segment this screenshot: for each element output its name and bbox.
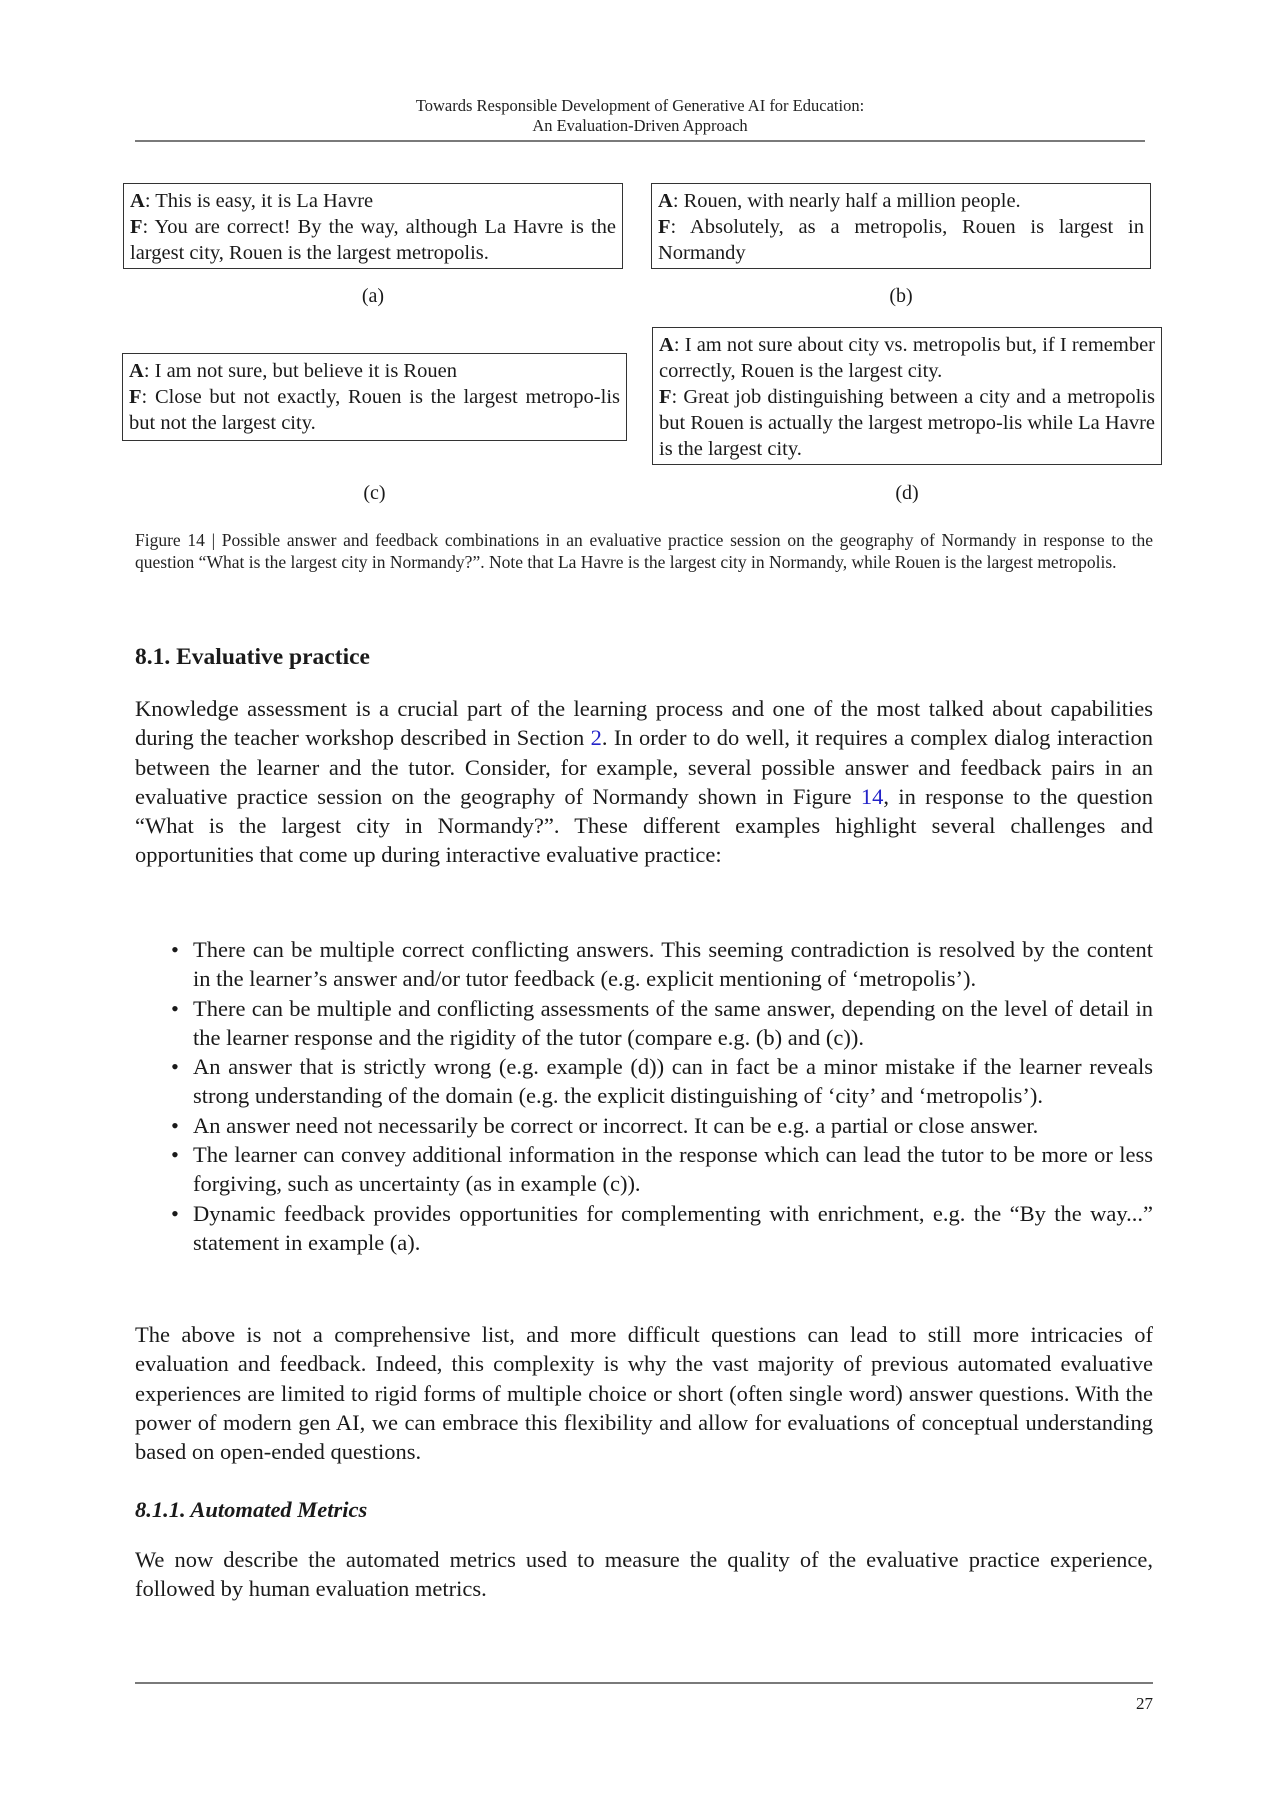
list-item-text: There can be multiple correct conflicting answers. This seeming contradiction is resolved by the content in the learner’s answer and/or tutor feedback (e.g. explicit mentioning of ‘metropolis’).: [193, 937, 1153, 992]
feedback-prefix: F: [129, 386, 142, 408]
intro-text-1: Knowledge assessment is a crucial part of the learning process and one of the most talked about capabilities during the teacher workshop described in Section: [135, 696, 1153, 751]
bullet-icon: •: [171, 1142, 179, 1168]
list-item-text: An answer need not necessarily be correct or incorrect. It can be e.g. a partial or close answer.: [193, 1112, 1039, 1138]
panel-a-box: [123, 183, 623, 269]
answer-prefix: A: [659, 334, 674, 356]
running-header-line1: Towards Responsible Development of Generative AI for Education:: [415, 96, 865, 115]
bullet-icon: •: [171, 1200, 179, 1226]
panel-d-answer: : I am not sure about city vs. metropolis but, if I remember correctly, Rouen is the largest city.: [659, 334, 1155, 382]
subsection-heading: 8.1.1. Automated Metrics: [135, 1497, 368, 1522]
list-item-text: There can be multiple and conflicting assessments of the same answer, depending on the level of detail in the learner response and the rigidity of the tutor (compare e.g. (b) and (c)).: [193, 995, 1153, 1050]
figure-caption: Figure 14 | Possible answer and feedback combinations in an evaluative practice session on the geography of Normandy in response to the question “What is the largest city in Normandy?”. Note that La Havre is the largest city in Normandy, while Rouen is the largest metropolis.: [135, 530, 1153, 572]
intro-text-2: . In order to do well, it requires a complex dialog interaction between the learner and the tutor. Consider, for example, several possible answer and feedback pairs in an evaluative practice session on the geography of Normandy shown in Figure: [135, 725, 1153, 809]
challenges-list: [135, 935, 1153, 1257]
bullet-icon: •: [171, 1112, 179, 1138]
panel-c-feedback: : Close but not exactly, Rouen is the largest metropo-lis but not the largest city.: [129, 386, 620, 434]
panel-b-label: (b): [889, 285, 913, 307]
panel-b-answer: : Rouen, with nearly half a million people.: [672, 190, 1021, 212]
bullet-icon: •: [171, 1054, 179, 1080]
panel-b-box: [651, 183, 1151, 269]
section-2-link[interactable]: 2: [590, 725, 602, 751]
panel-a-feedback: : You are correct! By the way, although La Havre is the largest city, Rouen is the largest metropolis.: [130, 216, 616, 264]
panel-c-answer: : I am not sure, but believe it is Rouen: [143, 360, 457, 382]
running-header-line2: An Evaluation-Driven Approach: [532, 116, 748, 135]
figure-14-link[interactable]: 14: [860, 783, 884, 809]
panel-d-label: (d): [895, 482, 919, 504]
closing-paragraph: The above is not a comprehensive list, and more difficult questions can lead to still more intricacies of evaluation and feedback. Indeed, this complexity is why the vast majority of previous automated evaluative experiences are limited to rigid forms of multiple choice or short (often single word) answer questions. With the power of modern gen AI, we can embrace this flexibility and allow for evaluations of conceptual understanding based on open-ended questions.: [135, 1322, 1153, 1465]
footer-rule: [135, 1682, 1153, 1684]
bullet-icon: •: [171, 995, 179, 1021]
panel-d-box: [652, 327, 1162, 465]
panel-a-label: (a): [361, 285, 385, 307]
feedback-prefix: F: [130, 216, 143, 238]
panel-c-label: (c): [363, 482, 386, 504]
bullet-icon: •: [171, 937, 179, 962]
panel-b-feedback: : Absolutely, as a metropolis, Rouen is largest in Normandy: [658, 216, 1144, 264]
subsection-paragraph: We now describe the automated metrics used to measure the quality of the evaluative practice experience, followed by human evaluation metrics.: [135, 1547, 1153, 1602]
list-item: [135, 1199, 1153, 1258]
list-item-text: The learner can convey additional information in the response which can lead the tutor to be more or less forgiving, such as uncertainty (as in example (c)).: [193, 1142, 1153, 1197]
list-item: [135, 1052, 1153, 1111]
list-item-text: An answer that is strictly wrong (e.g. example (d)) can in fact be a minor mistake if the learner reveals strong understanding of the domain (e.g. the explicit distinguishing of ‘city’ and ‘metropolis’).: [193, 1054, 1153, 1109]
list-item: [135, 1111, 1153, 1140]
intro-text-3: , in response to the question “What is the largest city in Normandy?”. These different examples highlight several challenges and opportunities that come up during interactive evaluative practice:: [135, 783, 1154, 868]
list-item: [135, 1140, 1153, 1199]
list-item: [135, 994, 1153, 1053]
section-heading: 8.1. Evaluative practice: [135, 644, 370, 670]
panel-d-feedback: : Great job distinguishing between a city and a metropolis but Rouen is actually the largest metropo-lis while La Havre is the largest city.: [659, 386, 1155, 460]
list-item-text: Dynamic feedback provides opportunities for complementing with enrichment, e.g. the “By the way...” statement in example (a).: [193, 1200, 1153, 1255]
panel-c-box: [122, 353, 627, 441]
header-rule: [135, 140, 1145, 142]
intro-paragraph: [135, 694, 1153, 870]
answer-prefix: A: [658, 190, 673, 212]
answer-prefix: A: [129, 360, 144, 382]
feedback-prefix: F: [658, 216, 671, 238]
panel-a-answer: : This is easy, it is La Havre: [144, 190, 374, 212]
list-item: [135, 935, 1153, 994]
answer-prefix: A: [130, 190, 145, 212]
feedback-prefix: F: [659, 386, 672, 408]
running-header: [135, 96, 1145, 136]
page-number: 27: [1136, 1694, 1153, 1713]
